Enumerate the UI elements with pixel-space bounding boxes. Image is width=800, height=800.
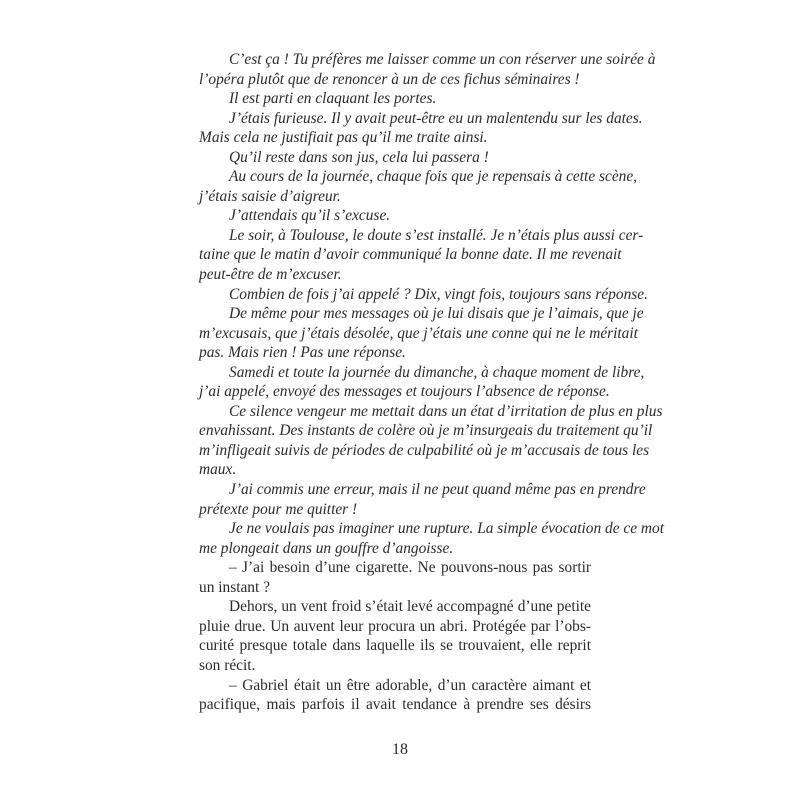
text-line: son récit. [199,656,256,674]
text-line: J’ai commis une erreur, mais il ne peut quand même pas en prendre [229,481,646,499]
text-line: De même pour mes messages où je lui disais que je l’aimais, que je [229,305,644,323]
text-line: l’opéra plutôt que de renoncer à un de ces fichus séminaires ! [199,70,580,88]
text-line: Samedi et toute la journée du dimanche, à chaque moment de libre, [229,363,645,381]
text-line: maux. [199,461,237,479]
text-line: Le soir, à Toulouse, le doute s’est installé. Je n’étais plus aussi cer- [229,226,644,244]
text-line: curité presque totale dans laquelle ils se trouvaient, elle reprit [199,637,591,655]
text-line: taine que le matin d’avoir communiqué la bonne date. Il me revenait [199,246,622,264]
page-number: 18 [392,741,408,758]
text-line: envahissant. Des instants de colère où je m’insurgeais du traitement qu’il [199,422,653,440]
text-line: J’étais furieuse. Il y avait peut-être eu un malentendu sur les dates. [229,109,643,127]
text-line: Dehors, un vent froid s’était levé accompagné d’une petite [229,598,591,616]
text-line: Qu’il reste dans son jus, cela lui passera ! [229,148,489,166]
page-body-text [199,50,664,715]
text-line: J’attendais qu’il s’excuse. [229,207,391,225]
text-line: peut-être de m’excuser. [199,266,342,284]
text-line: m’infligeait suivis de périodes de culpabilité où je m’accusais de tous les [199,441,650,459]
text-line: pacifique, mais parfois il avait tendance à prendre ses désirs [199,696,591,714]
text-line: Ce silence vengeur me mettait dans un état d’irritation de plus en plus [229,402,663,420]
text-line: – J’ai besoin d’une cigarette. Ne pouvons-nous pas sortir [229,559,591,577]
text-line: prétexte pour me quitter ! [199,500,358,518]
text-line: pluie drue. Un auvent leur procura un abri. Protégée par l’obs- [199,617,591,635]
text-line: me plongeait dans un gouffre d’angoisse. [199,539,454,557]
text-line: j’ai appelé, envoyé des messages et toujours l’absence de réponse. [199,383,610,401]
text-line: un instant ? [199,578,270,596]
text-line: Combien de fois j’ai appelé ? Dix, vingt fois, toujours sans réponse. [229,285,648,303]
text-line: Je ne voulais pas imaginer une rupture. La simple évocation de ce mot [229,520,664,538]
text-line: j’étais saisie d’aigreur. [199,187,341,205]
text-line: – Gabriel était un être adorable, d’un caractère aimant et [229,676,591,694]
text-line: C’est ça ! Tu préfères me laisser comme un con réserver une soirée à [229,51,656,68]
text-line: m’excusais, que j’étais désolée, que j’étais une conne qui ne le méritait [199,324,638,342]
text-line: Mais cela ne justifiait pas qu’il me traite ainsi. [199,129,488,147]
text-line: Au cours de la journée, chaque fois que je repensais à cette scène, [229,168,638,186]
text-line: pas. Mais rien ! Pas une réponse. [199,344,406,362]
text-line: Il est parti en claquant les portes. [229,90,437,108]
